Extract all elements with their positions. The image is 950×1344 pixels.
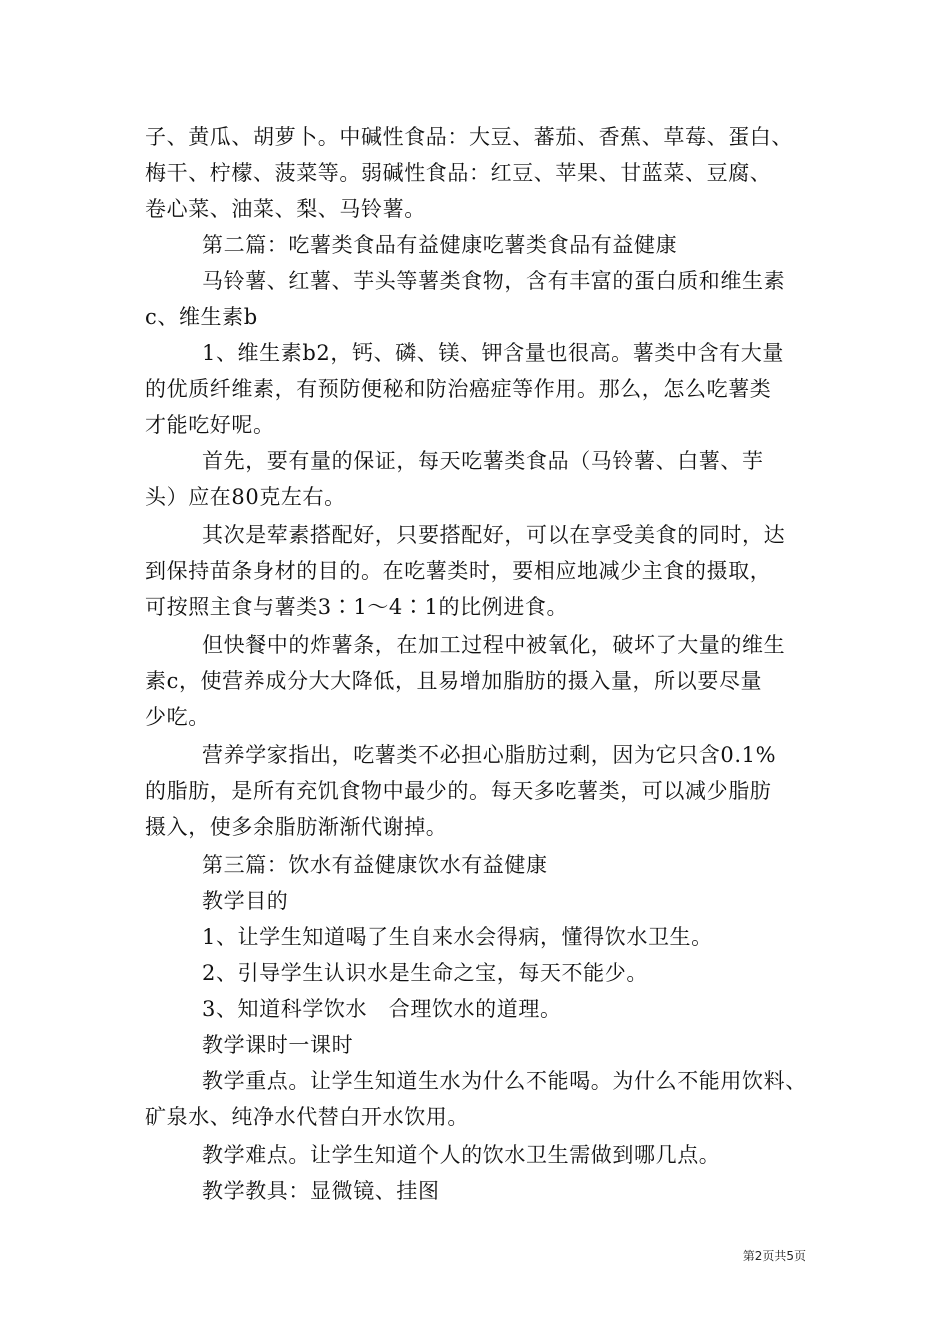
text-line: 矿泉水、纯净水代替白开水饮用。 [145, 1105, 469, 1129]
text-line: 1、让学生知道喝了生自来水会得病，懂得饮水卫生。 [202, 925, 713, 949]
text-line: 1、维生素b2，钙、磷、镁、钾含量也很高。薯类中含有大量 [202, 341, 784, 365]
text-line: 但快餐中的炸薯条，在加工过程中被氧化，破坏了大量的维生 [202, 633, 786, 657]
text-line: 教学难点。让学生知道个人的饮水卫生需做到哪几点。 [202, 1143, 721, 1167]
text-line: 的脂肪，是所有充饥食物中最少的。每天多吃薯类，可以减少脂肪 [145, 779, 772, 803]
page-number: 第2页共5页 [742, 1249, 806, 1263]
text-line: 到保持苗条身材的目的。在吃薯类时，要相应地减少主食的摄取， [145, 559, 772, 583]
text-line: 营养学家指出，吃薯类不必担心脂肪过剩，因为它只含0.1% [202, 743, 777, 767]
text-line: 教学目的 [202, 889, 289, 913]
text-line: 子、黄瓜、胡萝卜。中碱性食品：大豆、蕃茄、香蕉、草莓、蛋白、 [145, 125, 793, 149]
text-line: 梅干、柠檬、菠菜等。弱碱性食品：红豆、苹果、甘蓝菜、豆腐、 [145, 161, 772, 185]
text-line: 的优质纤维素，有预防便秘和防治癌症等作用。那么，怎么吃薯类 [145, 377, 772, 401]
text-line: 卷心菜、油菜、梨、马铃薯。 [145, 197, 426, 221]
text-line: 素c，使营养成分大大降低，且易增加脂肪的摄入量，所以要尽量 [145, 669, 763, 693]
text-line: 摄入，使多余脂肪渐渐代谢掉。 [145, 815, 448, 839]
text-line: c、维生素b [145, 305, 258, 329]
text-line: 其次是荤素搭配好，只要搭配好，可以在享受美食的同时，达 [202, 523, 786, 547]
text-line: 3、知道科学饮水 合理饮水的道理。 [202, 997, 562, 1021]
text-line: 可按照主食与薯类3∶1～4∶1的比例进食。 [145, 595, 569, 619]
section-heading: 第三篇：饮水有益健康饮水有益健康 [202, 853, 548, 877]
text-line: 首先，要有量的保证，每天吃薯类食品（马铃薯、白薯、芋 [202, 449, 764, 473]
text-line: 教学重点。让学生知道生水为什么不能喝。为什么不能用饮料、 [202, 1069, 807, 1093]
text-line: 才能吃好呢。 [145, 413, 275, 437]
section-heading: 第二篇：吃薯类食品有益健康吃薯类食品有益健康 [202, 233, 678, 257]
text-line: 少吃。 [145, 705, 210, 729]
text-line: 教学教具：显微镜、挂图 [202, 1179, 440, 1203]
text-line: 头）应在80克左右。 [145, 485, 346, 509]
text-line: 教学课时一课时 [202, 1033, 354, 1057]
text-line: 2、引导学生认识水是生命之宝，每天不能少。 [202, 961, 648, 985]
text-line: 马铃薯、红薯、芋头等薯类食物，含有丰富的蛋白质和维生素 [202, 269, 786, 293]
